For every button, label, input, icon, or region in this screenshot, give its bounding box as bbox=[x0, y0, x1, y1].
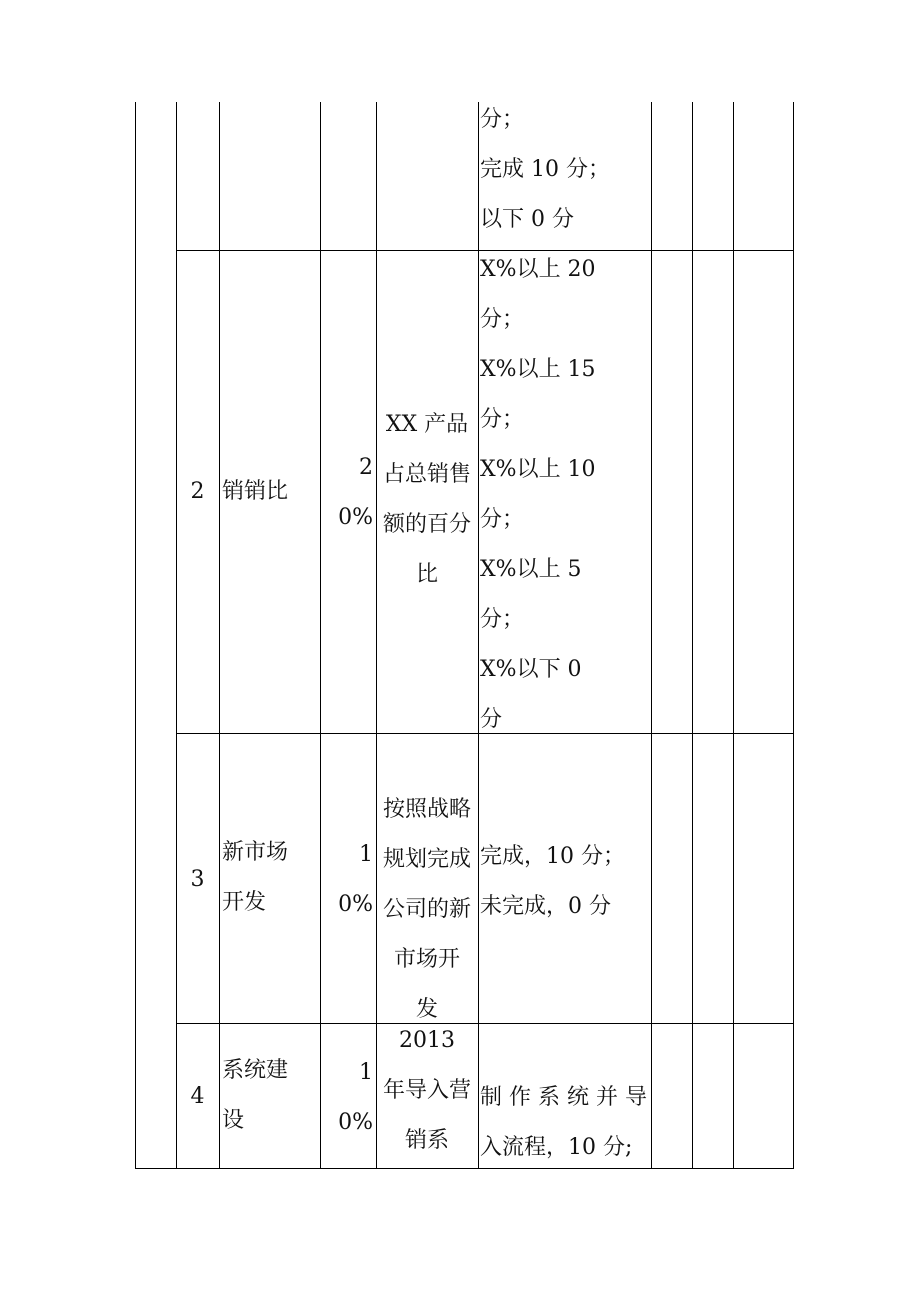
indicator-definition: 占总销售 bbox=[382, 462, 471, 487]
column-rule bbox=[733, 102, 734, 1168]
scoring-rule: 未完成，0 分 bbox=[480, 894, 611, 919]
indicator-name: 开发 bbox=[222, 890, 267, 915]
scoring-rule: 分； bbox=[480, 607, 525, 632]
column-rule bbox=[478, 102, 479, 1168]
weight-value: 1 bbox=[359, 1060, 373, 1085]
indicator-definition: 按照战略 bbox=[382, 797, 471, 822]
table-bottom-rule bbox=[135, 1168, 794, 1169]
column-rule bbox=[692, 102, 693, 1168]
indicator-name: 新市场 bbox=[222, 840, 289, 865]
weight-value: 2 bbox=[359, 455, 373, 480]
scoring-rule: 分； bbox=[480, 507, 525, 532]
scoring-rule: 制 作 系 统 并 导 bbox=[480, 1085, 647, 1110]
scoring-rule: X%以上 10 bbox=[480, 457, 596, 482]
indicator-definition: 市场开 bbox=[393, 947, 460, 972]
indicator-definition: 额的百分 bbox=[382, 512, 471, 537]
indicator-definition: 年导入营 bbox=[382, 1078, 471, 1103]
indicator-definition: 发 bbox=[415, 997, 438, 1022]
scoring-rule: X%以下 0 bbox=[480, 657, 582, 682]
row-number: 4 bbox=[190, 1084, 205, 1109]
indicator-definition: XX 产品 bbox=[385, 412, 469, 437]
scoring-rule: X%以上 5 bbox=[480, 557, 582, 582]
row-rule bbox=[176, 1023, 794, 1024]
row-number: 3 bbox=[190, 867, 205, 892]
scoring-rule: 分； bbox=[480, 407, 525, 432]
scoring-rule: 分 bbox=[480, 707, 503, 732]
scoring-rule: 分； bbox=[480, 307, 525, 332]
weight-value: 0% bbox=[338, 505, 373, 530]
indicator-definition: 规划完成 bbox=[382, 847, 471, 872]
scoring-rule: 完成 10 分； bbox=[480, 157, 610, 182]
column-rule bbox=[135, 102, 136, 1168]
scoring-rule: 以下 0 分 bbox=[480, 207, 574, 232]
column-rule bbox=[651, 102, 652, 1168]
indicator-definition: 2013 bbox=[399, 1028, 455, 1053]
indicator-definition: 比 bbox=[415, 562, 438, 587]
scoring-rule: 入流程，10 分; bbox=[480, 1135, 633, 1160]
indicator-name: 设 bbox=[222, 1108, 245, 1133]
weight-value: 0% bbox=[338, 892, 373, 917]
indicator-name: 系统建 bbox=[222, 1058, 289, 1083]
scoring-rule: 分； bbox=[480, 107, 525, 132]
scoring-rule: 完成，10 分； bbox=[480, 844, 625, 869]
scoring-rule: X%以上 15 bbox=[480, 357, 596, 382]
column-rule bbox=[793, 102, 794, 1168]
indicator-name: 销销比 bbox=[222, 479, 289, 504]
indicator-definition: 销系 bbox=[404, 1128, 449, 1153]
weight-value: 1 bbox=[359, 842, 373, 867]
indicator-definition: 公司的新 bbox=[382, 897, 471, 922]
column-rule bbox=[320, 102, 321, 1168]
weight-value: 0% bbox=[338, 1110, 373, 1135]
scoring-rule: X%以上 20 bbox=[480, 257, 596, 282]
row-number: 2 bbox=[190, 479, 205, 504]
column-rule bbox=[219, 102, 220, 1168]
column-rule bbox=[176, 102, 177, 1168]
